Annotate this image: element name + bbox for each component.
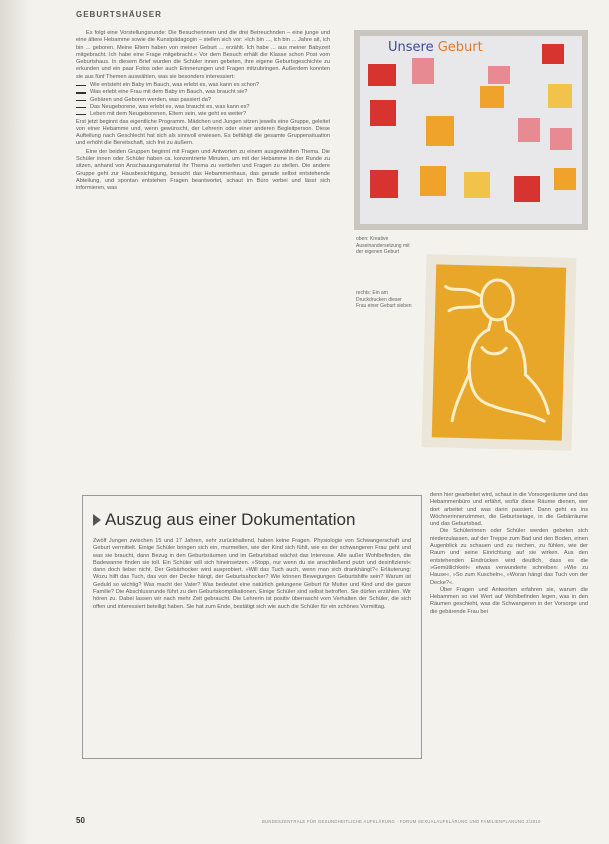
- program-paragraph: Erst jetzt beginnt das eigentliche Programm. Mädchen und Jungen sitzen jeweils eine Gruppe, geleitet von einer Hebamme und, wenn gewünscht, der Lehrerin oder einer anderen Begleitperson. Diese Aufteilung nach Geschlecht hat sich als sinnvoll erwiesen. Es befähigt die gesamte Gruppensituation und erhöht die Bereitschaft, sich frei zu äußern.: [76, 118, 330, 147]
- print-tile: [420, 166, 446, 196]
- dash-icon: [76, 114, 86, 115]
- main-article-column: [76, 30, 330, 194]
- right-paragraph-1: denn hier gearbeitet wird, schaut in die Vorsorgeräume und das Hebammenbüro und erfährt, wofür diese Räume dienen, wer dort arbeitet und was darin passiert. Dann geht es ins Wöchnerinnenzimmer, die Geburtsetage, in die Gebärräume und das Geburtsbad.: [430, 492, 588, 528]
- theme-item: Wie entsteht ein Baby im Bauch, was erlebt es, was kann es schon?: [76, 82, 330, 89]
- print-tile: [426, 116, 454, 146]
- print-tile: [370, 100, 396, 126]
- box-body: [93, 538, 411, 611]
- documentation-excerpt-box: [82, 495, 422, 759]
- theme-list: [76, 82, 330, 118]
- right-paragraph-3: Über Fragen und Antworten erfahren sie, warum die Hebammen so viel Wert auf Wohlbefinden legen, was in den Räumen geschieht, was die Schwangeren in der Vorsorge und die gebärende Frau bei: [430, 586, 588, 615]
- dash-icon: [76, 85, 86, 86]
- photo-woman-print: [421, 254, 576, 451]
- pinboard: [360, 36, 582, 224]
- footer-source: BUNDESZENTRALE FÜR GESUNDHEITLICHE AUFKLÄRUNG · FORUM SEXUALAUFKLÄRUNG UND FAMILIENPLANUNG 2/2010: [262, 819, 541, 824]
- print-tile: [548, 84, 572, 108]
- woman-outline-illustration: [432, 264, 566, 440]
- intro-paragraph: Es folgt eine Vorstellungsrunde: Die Besucherinnen und die drei Betreuchnden – eine junge und eine ältere Hebamme sowie die Kunstpädagogin – stellen sich vor: »Ich bin ..., ich bin ... Jahre alt, ich bin ... geboren. Meine Eltern haben von meiner Geburt ... erzählt. Ich habe ... aus meiner Babyzeit mitgebracht. Ich habe eine Frage mitgebracht.« Vor dem Besuch erhält die Klasse schon Post vom Geburtshaus. In diesem Brief wurden die Schüler innen gebeten, ihre eigene Geburtsgeschichte zu erkunden und ein paar Fotos oder auch Erinnerungen und Fragen mitzubringen. Außerdem konnten sie aus fünf Themen auswählen, was sie besonders interessiert:: [76, 30, 330, 80]
- print-tile: [542, 44, 564, 64]
- board-title: Unsere Geburt: [388, 40, 483, 55]
- theme-item: Gebären und Geboren werden, was passiert da?: [76, 97, 330, 104]
- print-tile: [514, 176, 540, 202]
- print-tile: [550, 128, 572, 150]
- box-title: Auszug aus einer Dokumentation: [105, 510, 356, 529]
- arrow-right-icon: [93, 514, 101, 526]
- section-header: GEBURTSHÄUSER: [76, 10, 162, 19]
- theme-item: Was erlebt eine Frau mit dem Baby im Bauch, was braucht sie?: [76, 89, 330, 96]
- print-tile: [488, 66, 510, 84]
- caption-top: oben: Kreative Auseinandersetzung mit der eigenen Geburt: [356, 236, 410, 256]
- caption-right: rechts: Ein am Druckdrucken dieser Frau einer Geburt sieben: [356, 290, 412, 310]
- print-tile: [370, 170, 398, 198]
- theme-item: Leben mit dem Neugeborenen, Eltern sein, wie geht es weiter?: [76, 111, 330, 118]
- print-tile: [554, 168, 576, 190]
- page-binding-shadow: [0, 0, 30, 844]
- print-tile: [480, 86, 504, 108]
- print-tile: [368, 64, 396, 86]
- theme-item: Das Neugeborene, was erlebt es, was braucht es, was kann es?: [76, 104, 330, 111]
- photo-birth-board: [354, 30, 588, 230]
- box-paragraph: Zwölf Jungen zwischen 15 und 17 Jahren, sehr zurückhaltend, haben keine Fragen. Physiologie von Schwangerschaft und Geburt vermittelt. Einige Schüler bringen sich ein, murmelten, wie der Kind sich fühlt, wie es der schwangeren Frau geht und was sie braucht, dann Bezug in den Geburtsräumen und im Geburtsbad wächst das Interesse. Alle außer Wohlbefinden, die Badewanne finden sie toll. Ein Schüler will sich hineinsetzen. »Stopp, nur wenn du sie anschließend putzt und desinfizierst« dann doch lieber nicht. Der Gebärhocker wird ausprobiert. »Will das Tuch auch, wenn man sich drankhängt?« Erläuterung: Wozu hilft das Tuch, das von der Decke hängt, der Geburtsahocker? Wie können Bewegungen Geburtshilfe sein? Warum ist Geduld so wichtig? Was macht der Vater? Was bedeutet eine natürlich gelungene Geburt für Mutter und Kind und die ganze Familie? Die Abschlussrunde führt zu den Geburtskomplikationen. Einige Schüler sind selbst betroffen. Sie dürfen erzählen. Wir hören zu. Dabei lassen wir nach mehr Zeit gebraucht. Die Lehrerin ist positiv überrascht vom Verhalten der Schüler, die sich offen und interessiert beteiligt haben. Sie hat zum Ende, bestätigt sich wie auch die Schüler für ein schönes Vormittag.: [93, 538, 411, 610]
- print-tile: [412, 58, 434, 84]
- page-number: 50: [76, 816, 85, 825]
- dash-icon: [76, 100, 86, 101]
- dash-icon: [76, 92, 86, 93]
- right-paragraph-2: Die Schülerinnen oder Schüler werden gebeten sich niederzulassen, auf der Treppe zum Bad und den Boden, einen Augenblick zu schauen und zu riechen, zu fühlen, wie der Raum und seine Einrichtung auf sie wirken. Aus den entstehenden Eindrücken wird deutlich, dass es die »Gemütlichkeit« etwas verwunderte schreiben: »Wie zu Hause«, »So zum Kuscheln«, »Woran hängt das Tuch von der Decke?«.: [430, 528, 588, 586]
- print-tile: [464, 172, 490, 198]
- linocut-print: [432, 264, 566, 440]
- right-article-column: [430, 492, 588, 616]
- dash-icon: [76, 107, 86, 108]
- print-tile: [518, 118, 540, 142]
- groups-paragraph: Eine der beiden Gruppen beginnt mit Fragen und Antworten zu einem ausgewählten Thema. Die Schüler innen oder Schüler haben ca. konzentrierte Minuten, um mit der Hebamme in der Runde zu sitzen, anhand von Anschauungsmaterial ihr Thema zu vertiefen und Fragen zu stellen. Die andere Gruppe geht zur Hausbesichtigung, besucht das Hebammenhaus, das gerade selbst entstehende Abteilung, und spontan entstehen Fragen beantwortet, schaut im Büro vorbei und lässt sich informieren, was: [76, 148, 330, 192]
